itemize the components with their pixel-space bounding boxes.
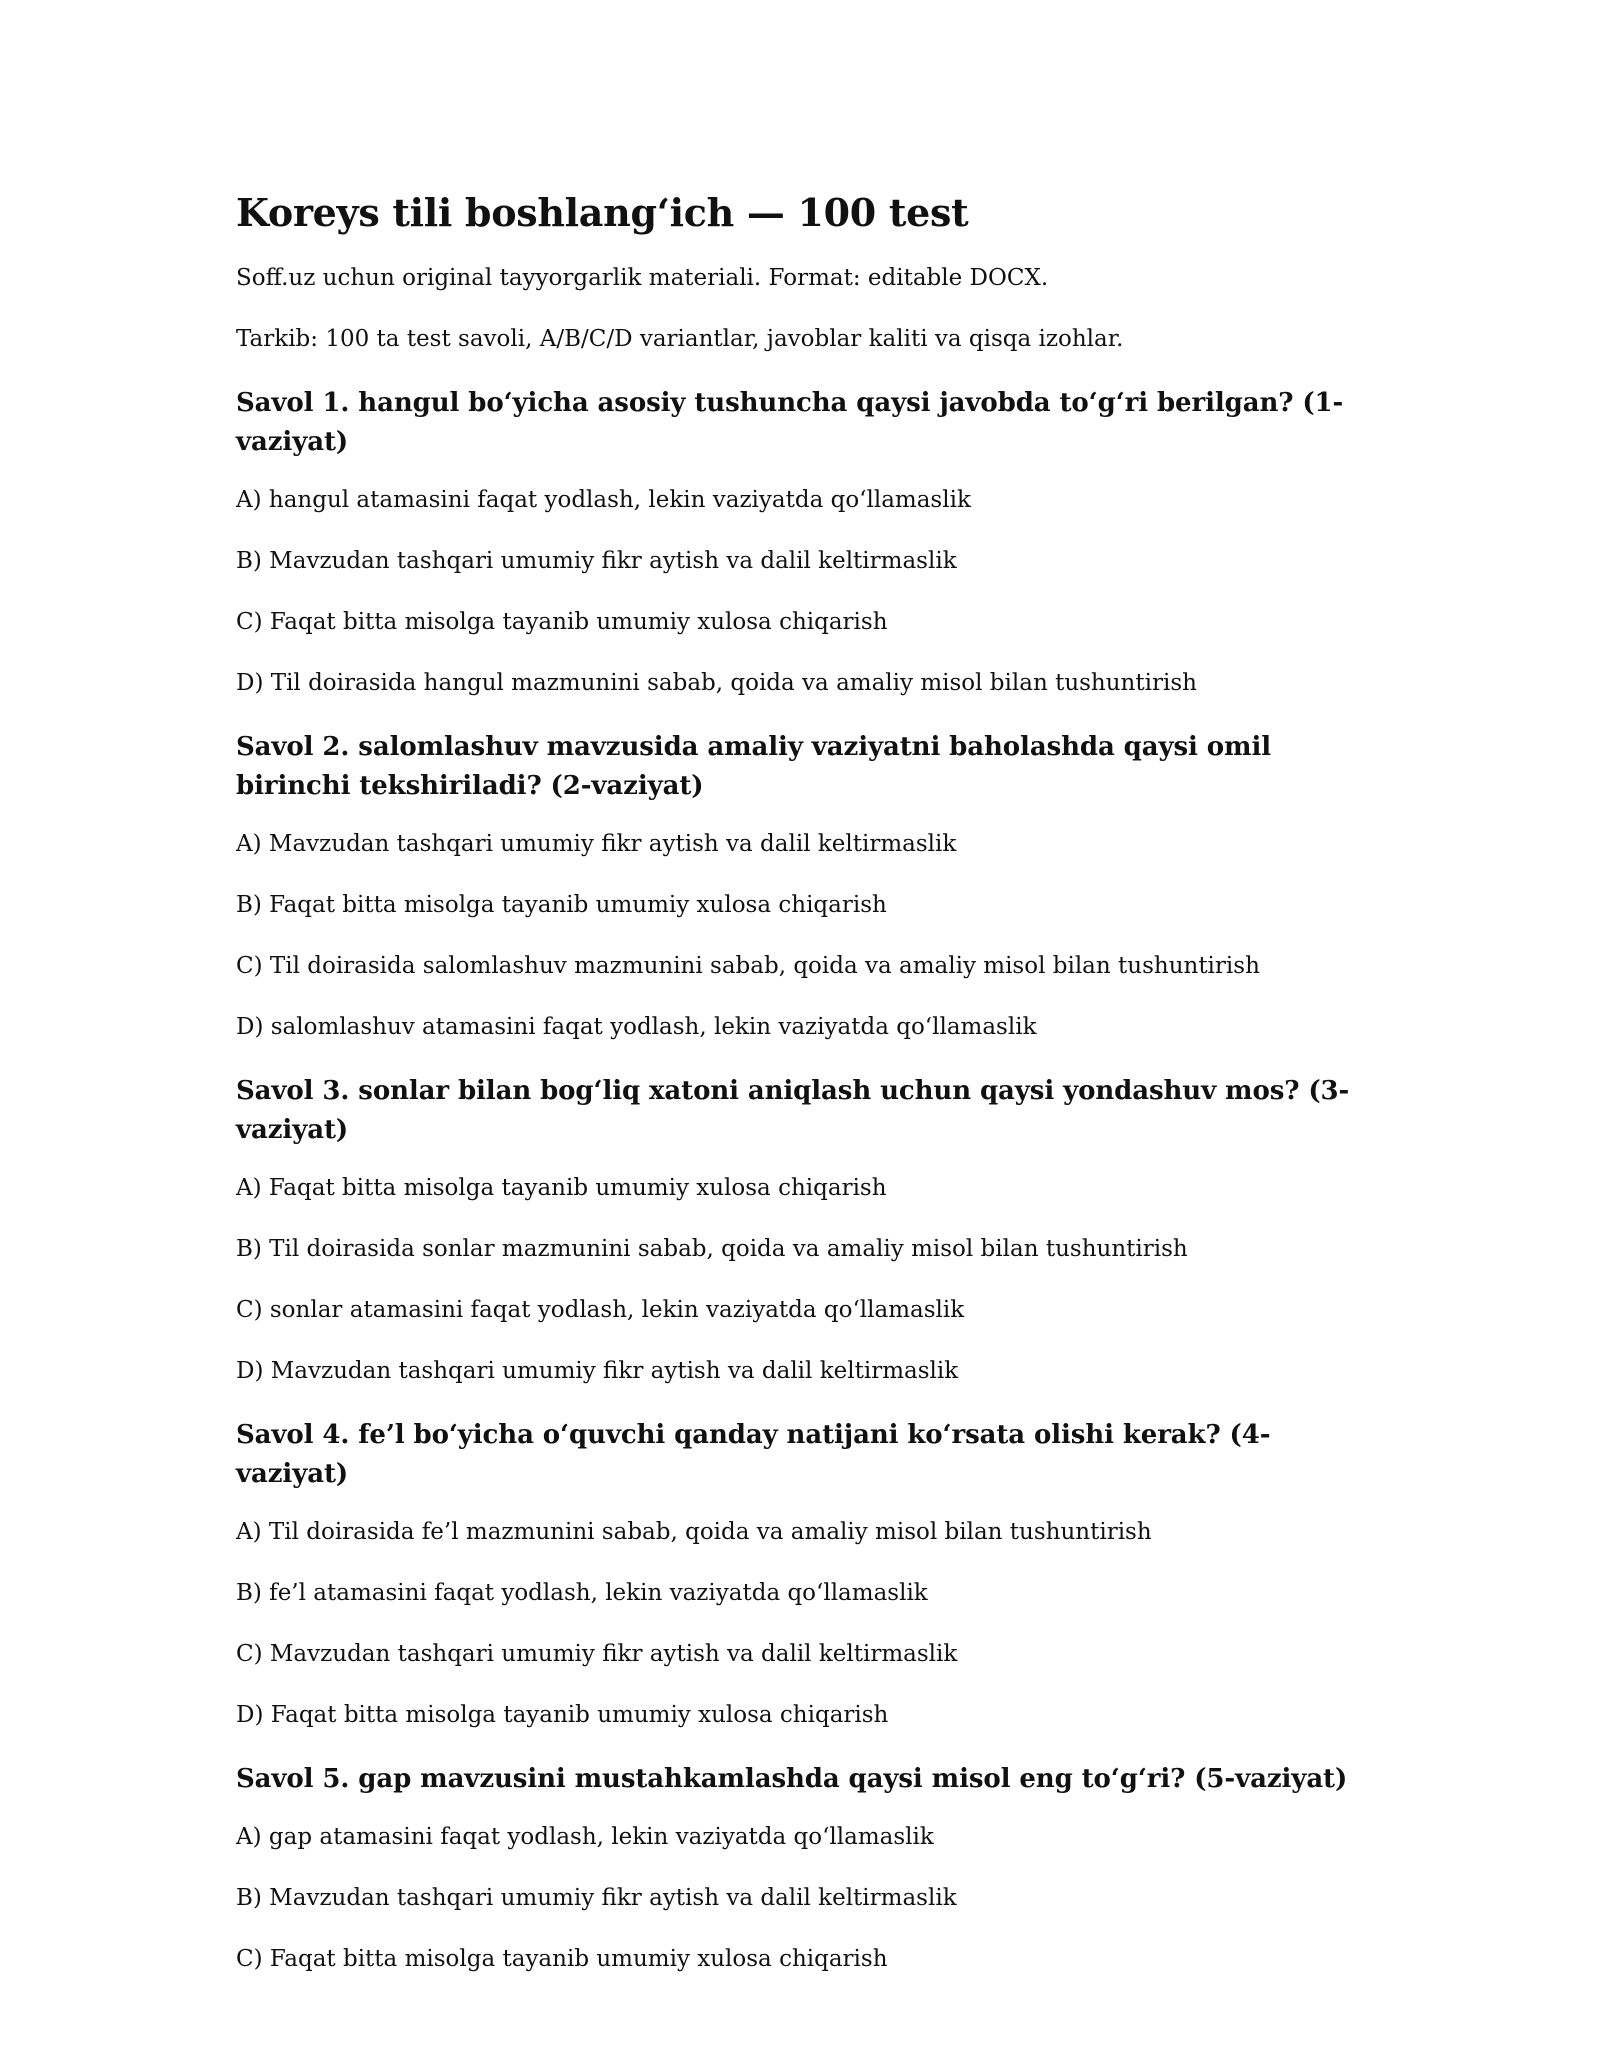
document-body <box>236 190 1366 2004</box>
question-text: Savol 4. fe’l bo‘yicha o‘quvchi qanday natijani ko‘rsata olishi kerak? (4-vaziyat) <box>236 1420 1271 1489</box>
document-title: Koreys tili boshlang‘ich — 100 test <box>236 190 969 235</box>
question-5 <box>236 1760 1366 1975</box>
option-b: B) fe’l atamasini faqat yodlash, lekin vaziyatda qo‘llamaslik <box>236 1580 928 1606</box>
option-c: C) sonlar atamasini faqat yodlash, lekin vaziyatda qo‘llamaslik <box>236 1297 965 1323</box>
question-text: Savol 3. sonlar bilan bog‘liq xatoni aniqlash uchun qaysi yondashuv mos? (3-vaziyat) <box>236 1076 1350 1145</box>
option-c: C) Mavzudan tashqari umumiy fikr aytish va dalil keltirmaslik <box>236 1641 958 1667</box>
option-d: D) salomlashuv atamasini faqat yodlash, lekin vaziyatda qo‘llamaslik <box>236 1014 1037 1040</box>
option-c: C) Faqat bitta misolga tayanib umumiy xulosa chiqarish <box>236 609 888 635</box>
option-b: B) Faqat bitta misolga tayanib umumiy xulosa chiqarish <box>236 892 887 918</box>
option-c: C) Faqat bitta misolga tayanib umumiy xulosa chiqarish <box>236 1946 888 1972</box>
intro-paragraph-source: Soff.uz uchun original tayyorgarlik materiali. Format: editable DOCX. <box>236 265 1049 291</box>
question-3 <box>236 1072 1366 1387</box>
option-a: A) hangul atamasini faqat yodlash, lekin vaziyatda qo‘llamaslik <box>236 487 971 513</box>
option-b: B) Mavzudan tashqari umumiy fikr aytish va dalil keltirmaslik <box>236 548 957 574</box>
question-1 <box>236 384 1366 699</box>
intro-paragraph-contents: Tarkib: 100 ta test savoli, A/B/C/D variantlar, javoblar kaliti va qisqa izohlar. <box>236 326 1124 352</box>
option-d: D) Faqat bitta misolga tayanib umumiy xulosa chiqarish <box>236 1702 889 1728</box>
option-d: D) Til doirasida hangul mazmunini sabab, qoida va amaliy misol bilan tushuntirish <box>236 670 1197 696</box>
option-a: A) Faqat bitta misolga tayanib umumiy xulosa chiqarish <box>236 1175 887 1201</box>
option-b: B) Mavzudan tashqari umumiy fikr aytish va dalil keltirmaslik <box>236 1885 957 1911</box>
option-d: D) Mavzudan tashqari umumiy fikr aytish va dalil keltirmaslik <box>236 1358 959 1384</box>
option-a: A) gap atamasini faqat yodlash, lekin vaziyatda qo‘llamaslik <box>236 1824 934 1850</box>
question-text: Savol 5. gap mavzusini mustahkamlashda qaysi misol eng to‘g‘ri? (5-vaziyat) <box>236 1764 1348 1794</box>
question-4 <box>236 1416 1366 1731</box>
option-b: B) Til doirasida sonlar mazmunini sabab, qoida va amaliy misol bilan tushuntirish <box>236 1236 1188 1262</box>
option-c: C) Til doirasida salomlashuv mazmunini sabab, qoida va amaliy misol bilan tushuntirish <box>236 953 1260 979</box>
question-2 <box>236 728 1366 1043</box>
question-text: Savol 1. hangul bo‘yicha asosiy tushuncha qaysi javobda to‘g‘ri berilgan? (1-vaziyat) <box>236 388 1344 457</box>
option-a: A) Mavzudan tashqari umumiy fikr aytish va dalil keltirmaslik <box>236 831 957 857</box>
question-text: Savol 2. salomlashuv mavzusida amaliy vaziyatni baholashda qaysi omil birinchi tekshiriladi? (2-vaziyat) <box>236 732 1271 801</box>
option-a: A) Til doirasida fe’l mazmunini sabab, qoida va amaliy misol bilan tushuntirish <box>236 1519 1152 1545</box>
